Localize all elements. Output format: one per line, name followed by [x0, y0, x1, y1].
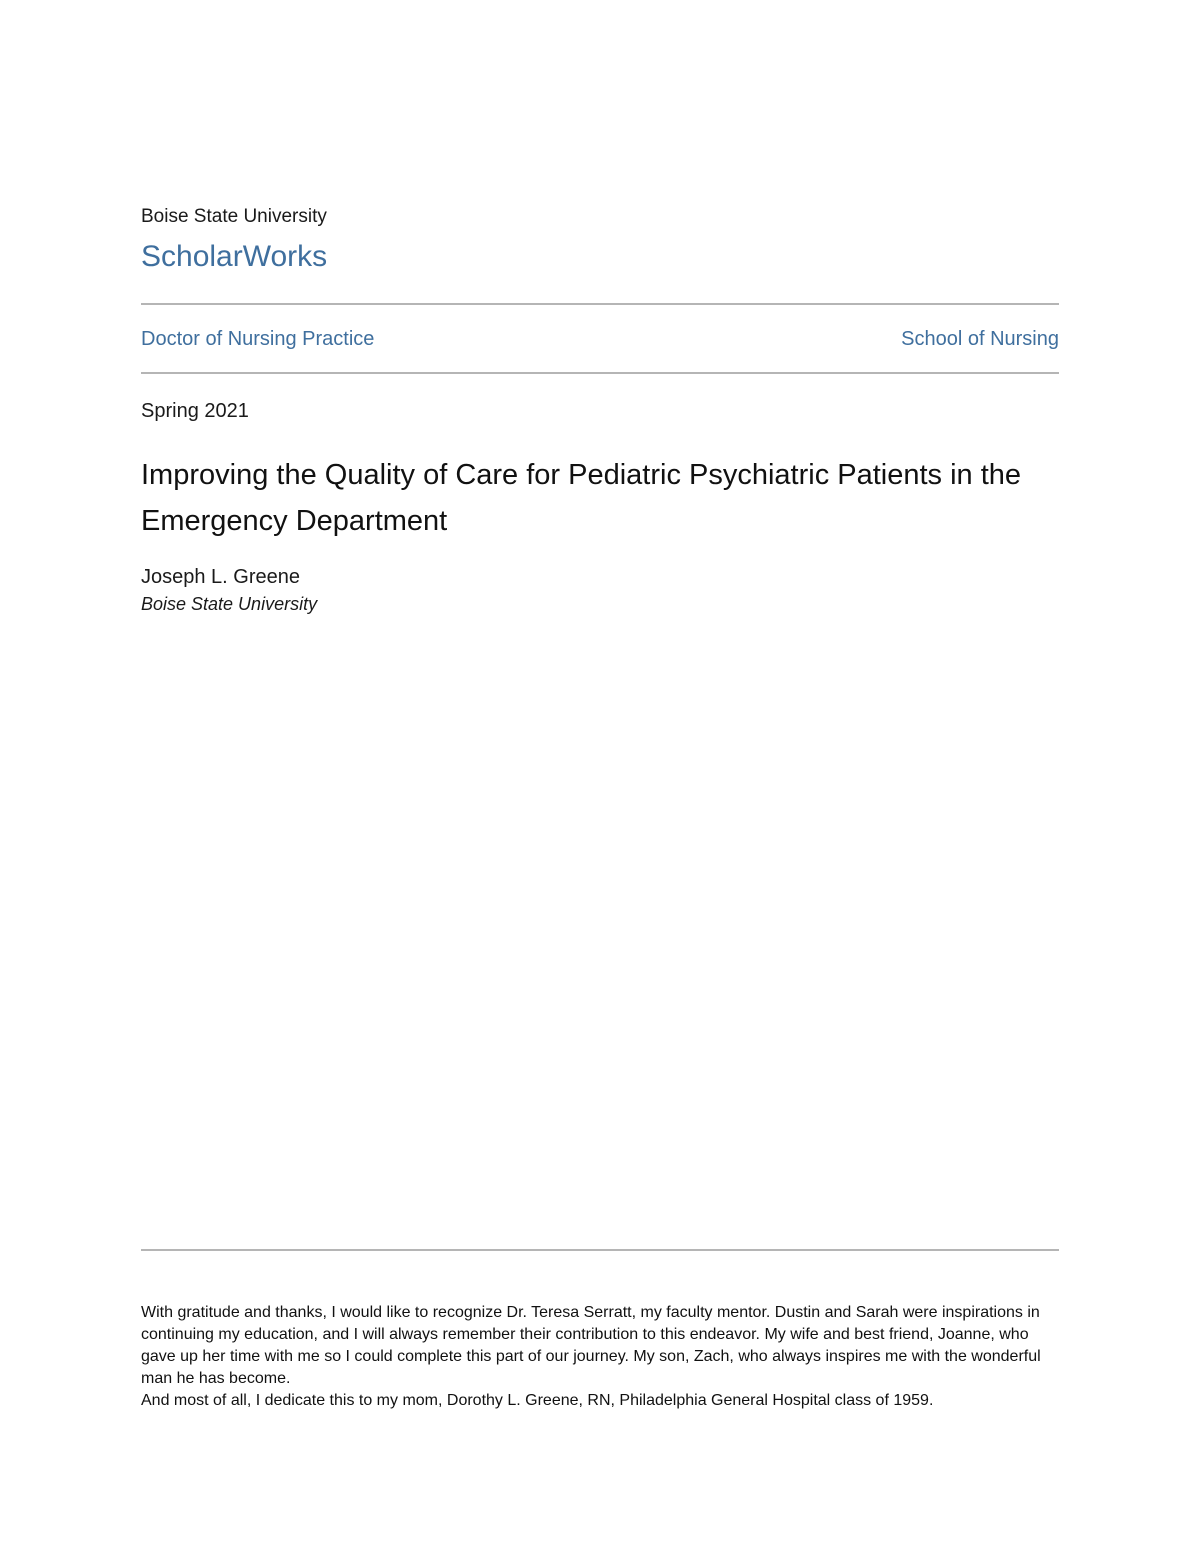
acknowledgement-paragraph: With gratitude and thanks, I would like to recognize Dr. Teresa Serratt, my faculty mentor. Dustin and Sarah were inspirations in continuing my education, and I will always remember their contribution to this endeavor. My wife and best friend, Joanne, who gave up her time with me so I could complete this part of our journey. My son, Zach, who always inspires me with the wonderful man he has become. [141, 1304, 1041, 1387]
document-title: Improving the Quality of Care for Pediatric Psychiatric Patients in the Emergency Department [141, 459, 1022, 537]
institution-name: Boise State University [141, 206, 327, 227]
scholarworks-link[interactable]: ScholarWorks [141, 240, 328, 273]
doctor-of-nursing-practice-link[interactable]: Doctor of Nursing Practice [141, 328, 375, 350]
dedication-paragraph: And most of all, I dedicate this to my mom, Dorothy L. Greene, RN, Philadelphia General Hospital class of 1959. [141, 1392, 934, 1409]
author-name: Joseph L. Greene [141, 566, 300, 588]
divider-bottom [141, 1249, 1059, 1251]
publication-date: Spring 2021 [141, 400, 249, 422]
divider-middle [141, 372, 1059, 374]
author-affiliation: Boise State University [141, 594, 318, 614]
school-of-nursing-link[interactable]: School of Nursing [901, 328, 1059, 350]
divider-top [141, 303, 1059, 305]
acknowledgement-block [141, 1302, 1059, 1412]
